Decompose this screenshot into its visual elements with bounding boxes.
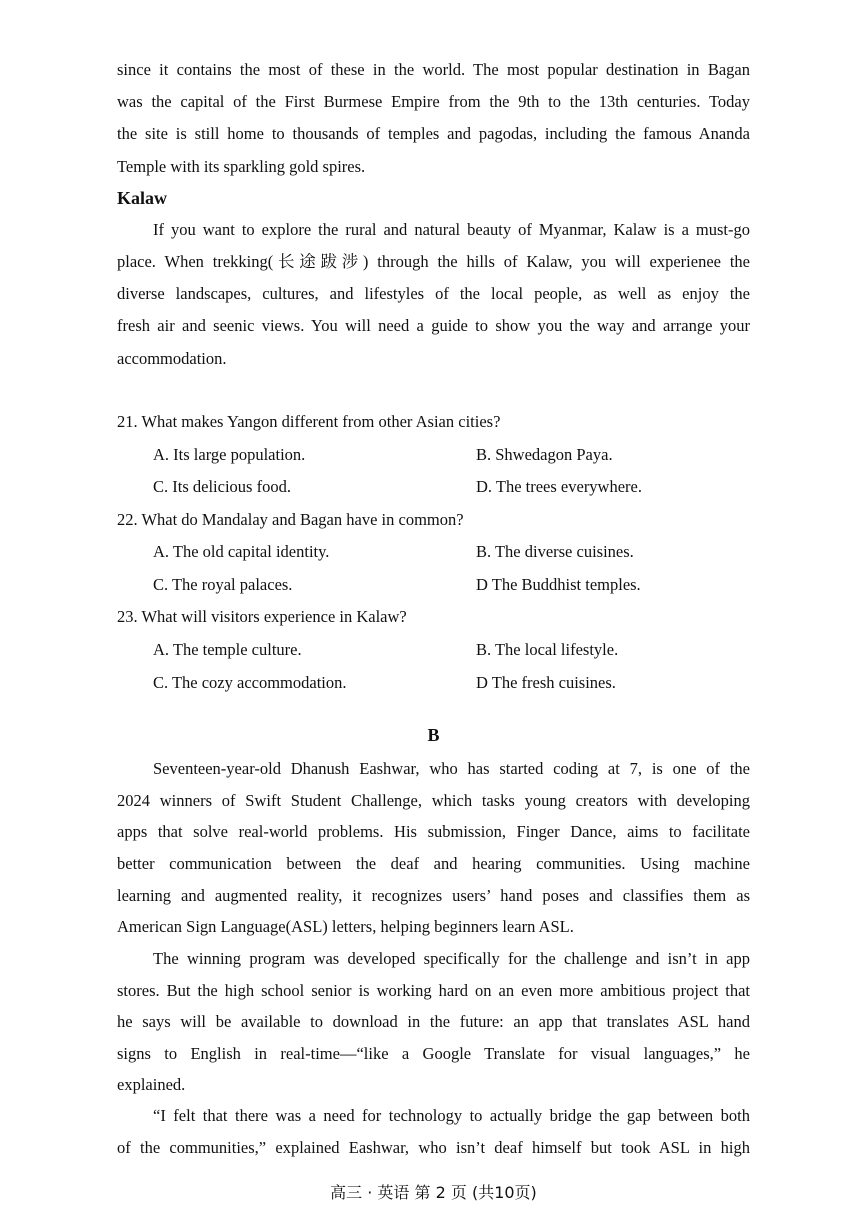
question-21: 21. What makes Yangon different from other Asian cities?: [117, 412, 501, 431]
passage-line: signs to English in real-time—“like a Google Translate for visual languages,” he: [117, 1044, 750, 1063]
passage-line: was the capital of the First Burmese Empire from the 9th to the 13th centuries. Today: [117, 92, 750, 111]
q23-option-a: A. The temple culture.: [153, 640, 302, 659]
question-23: 23. What will visitors experience in Kalaw?: [117, 607, 407, 626]
q22-option-c: C. The royal palaces.: [153, 575, 293, 594]
passage-line: learning and augmented reality, it recognizes users’ hand poses and classifies them as: [117, 886, 750, 905]
passage-line: 2024 winners of Swift Student Challenge, which tasks young creators with developing: [117, 791, 750, 810]
q23-option-d: D The fresh cuisines.: [476, 673, 616, 692]
q21-option-b: B. Shwedagon Paya.: [476, 445, 613, 464]
q21-option-c: C. Its delicious food.: [153, 477, 291, 496]
passage-line: “I felt that there was a need for technology to actually bridge the gap between both: [153, 1106, 750, 1125]
q23-option-c: C. The cozy accommodation.: [153, 673, 347, 692]
passage-line: since it contains the most of these in the world. The most popular destination in Bagan: [117, 60, 750, 79]
passage-line: Temple with its sparkling gold spires.: [117, 157, 366, 176]
q22-option-d: D The Buddhist temples.: [476, 575, 641, 594]
passage-line: explained.: [117, 1075, 186, 1094]
q21-option-a: A. Its large population.: [153, 445, 306, 464]
passage-line: of the communities,” explained Eashwar, who isn’t deaf himself but took ASL in high: [117, 1138, 750, 1157]
passage-line: better communication between the deaf and hearing communities. Using machine: [117, 854, 750, 873]
q23-option-b: B. The local lifestyle.: [476, 640, 619, 659]
passage-line: accommodation.: [117, 349, 227, 368]
section-b-heading: B: [427, 725, 440, 745]
kalaw-heading: Kalaw: [117, 188, 168, 208]
page-footer: 高三 · 英语 第 2 页 (共10页): [330, 1183, 537, 1202]
passage-line: fresh air and seenic views. You will need a guide to show you the way and arrange your: [117, 316, 750, 335]
passage-line: apps that solve real-world problems. His submission, Finger Dance, aims to facilitate: [117, 822, 750, 841]
question-22: 22. What do Mandalay and Bagan have in common?: [117, 510, 464, 529]
passage-line: stores. But the high school senior is working hard on an even more ambitious project that: [117, 981, 750, 1000]
q21-option-d: D. The trees everywhere.: [476, 477, 642, 496]
q22-option-b: B. The diverse cuisines.: [476, 542, 634, 561]
passage-line: American Sign Language(ASL) letters, helping beginners learn ASL.: [117, 917, 574, 936]
passage-line: the site is still home to thousands of temples and pagodas, including the famous Ananda: [117, 124, 750, 143]
passage-line: The winning program was developed specifically for the challenge and isn’t in app: [153, 949, 750, 968]
passage-line: diverse landscapes, cultures, and lifestyles of the local people, as well as enjoy the: [117, 284, 750, 303]
passage-line: place. When trekking(长途跋涉) through the hills of Kalaw, you will experienee the: [117, 252, 750, 271]
q22-option-a: A. The old capital identity.: [153, 542, 330, 561]
passage-line: he says will be available to download in the future: an app that translates ASL hand: [117, 1012, 750, 1031]
passage-line: Seventeen-year-old Dhanush Eashwar, who has started coding at 7, is one of the: [153, 759, 750, 778]
passage-line: If you want to explore the rural and natural beauty of Myanmar, Kalaw is a must-go: [153, 220, 750, 239]
